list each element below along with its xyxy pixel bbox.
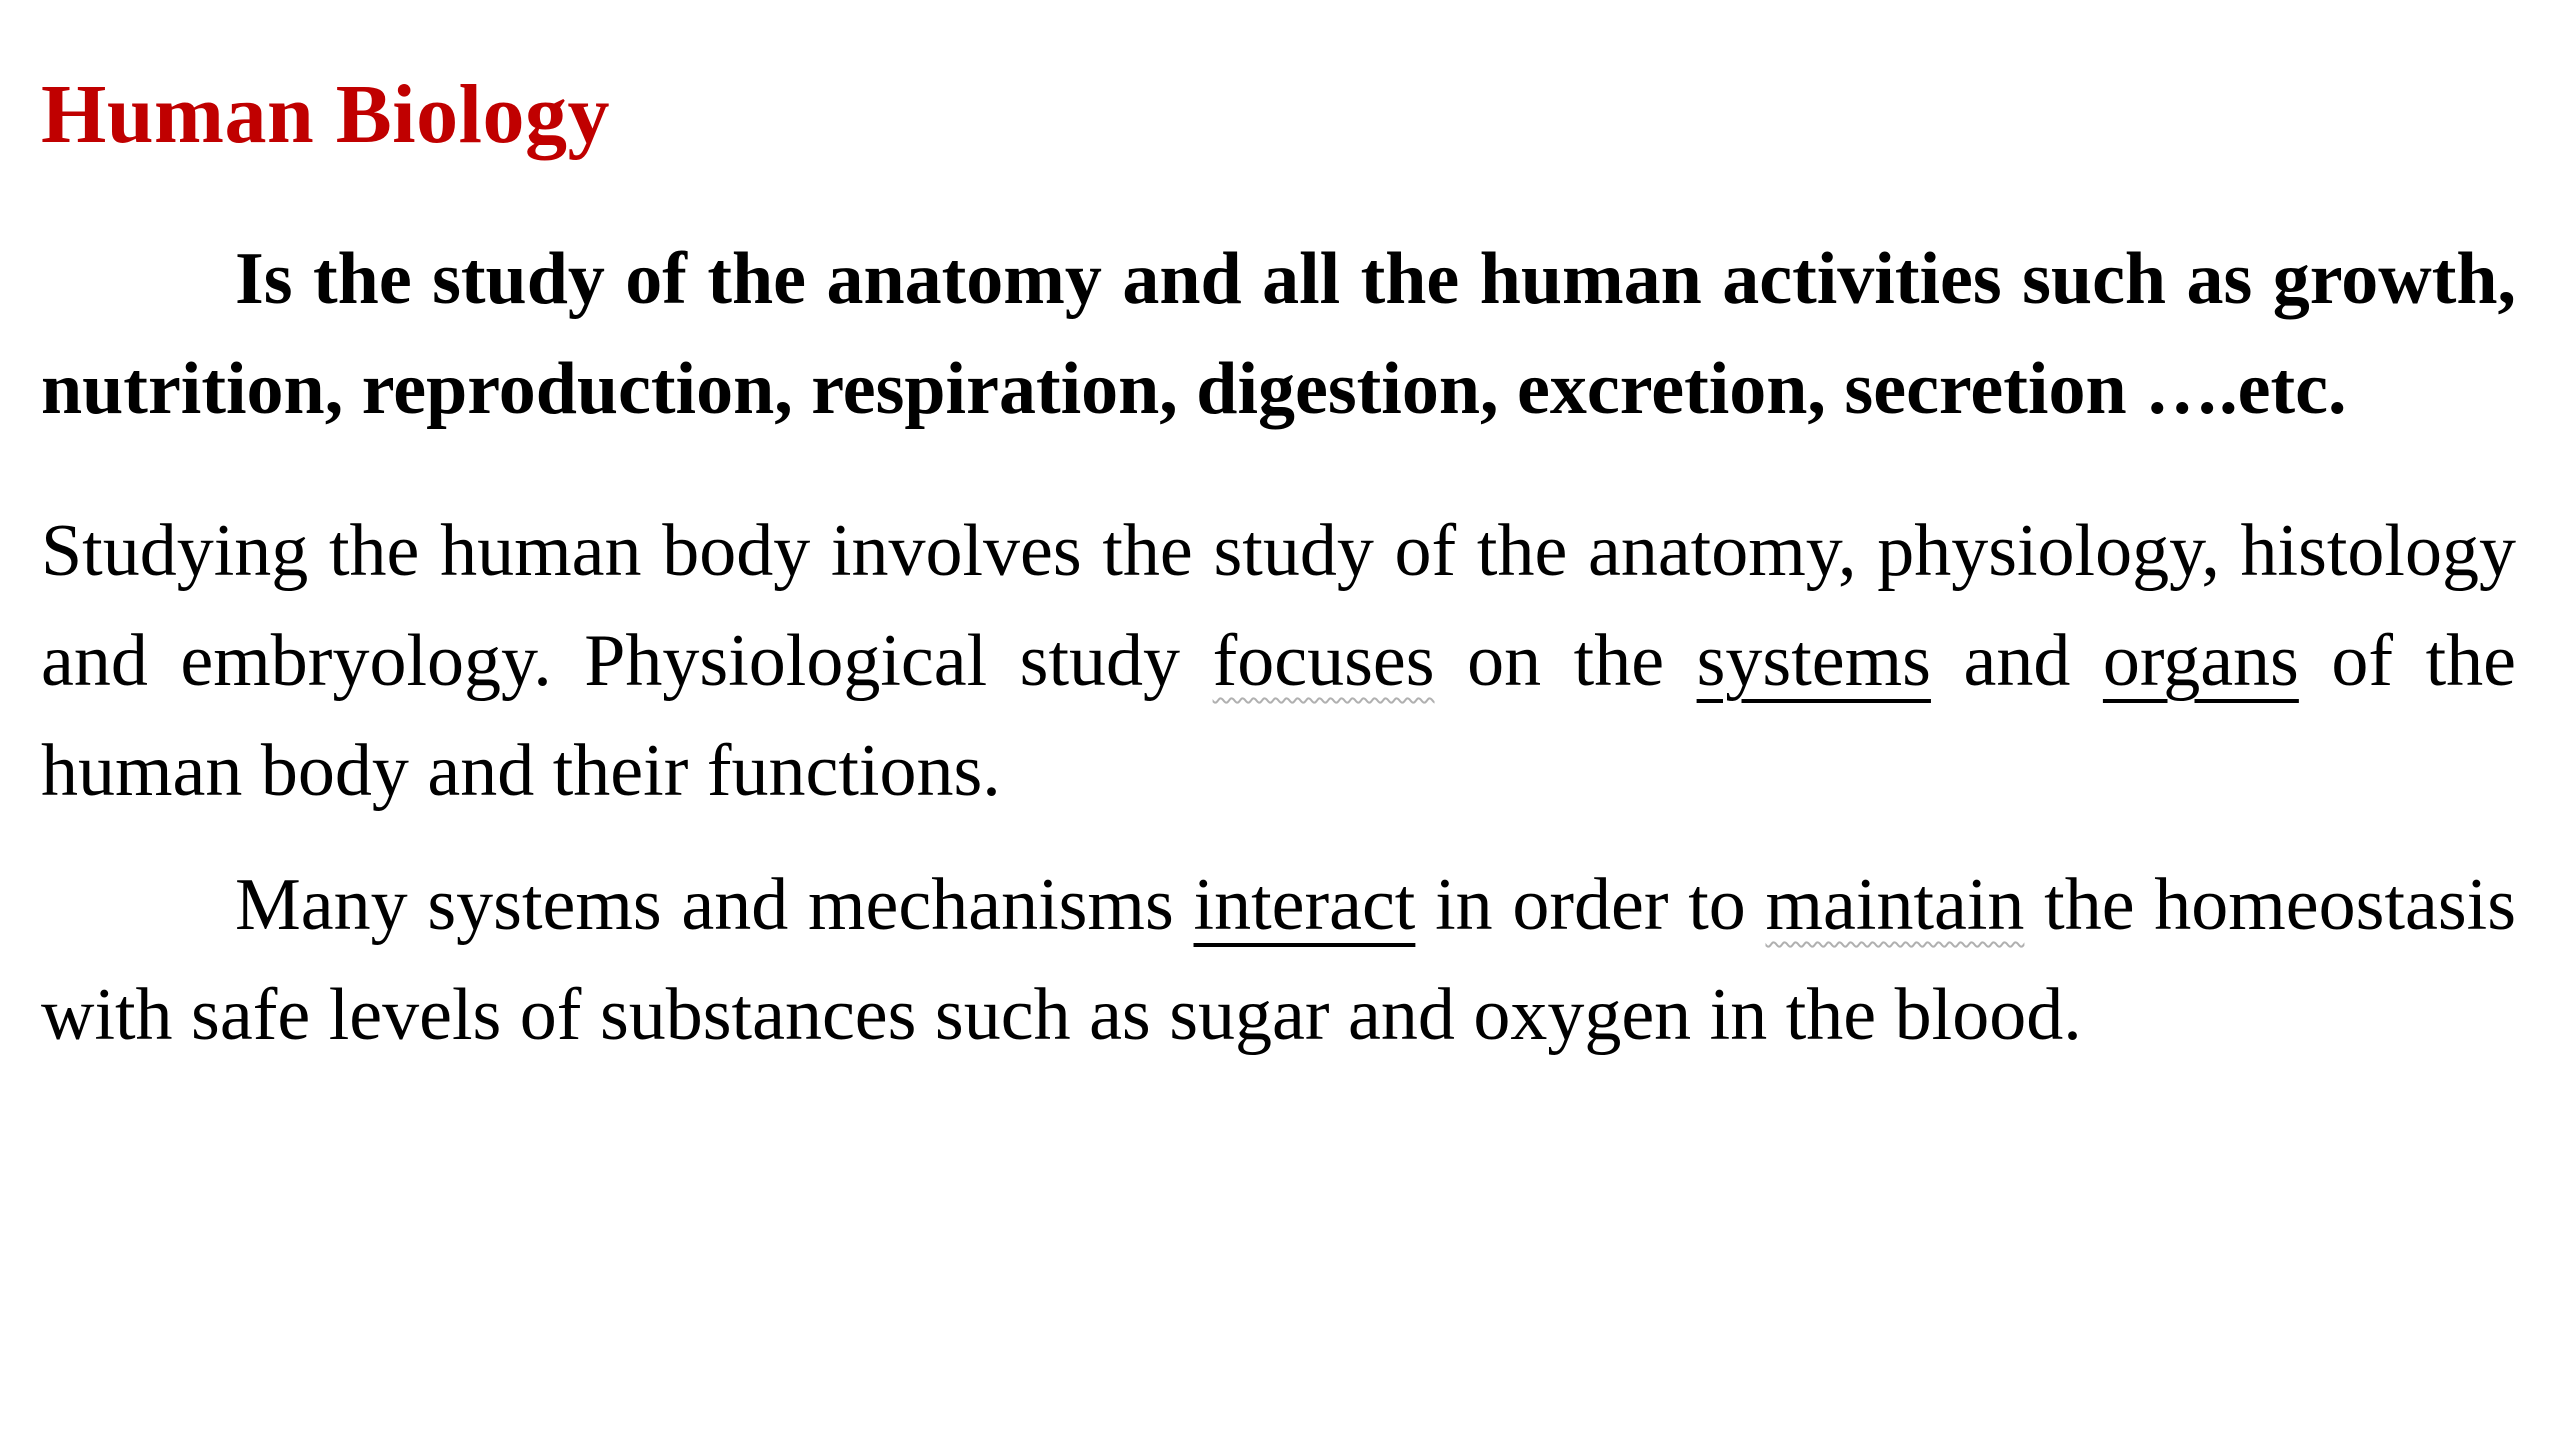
spellcheck-word-maintain: maintain xyxy=(1765,864,2025,946)
paragraph-text: of the human body and their functions. xyxy=(41,620,2517,812)
paragraph-text: and xyxy=(1930,620,2103,702)
underlined-word-interact: interact xyxy=(1193,864,1416,946)
spellcheck-word-focuses: focuses xyxy=(1212,620,1435,702)
paragraph-text: on the xyxy=(1434,620,1697,702)
underlined-word-organs: organs xyxy=(2102,620,2299,702)
paragraph-text: Many systems and mechanisms xyxy=(235,864,1194,946)
anatomy-paragraph xyxy=(41,496,2516,826)
homeostasis-paragraph xyxy=(41,850,2516,1070)
definition-paragraph: Is the study of the anatomy and all the human activities such as growth, nutrition, reproduction, respiration, digestion, excretion, secretion ….etc. xyxy=(41,238,2516,430)
paragraph-text: Studying the human body involves the study of the anatomy, physiology, histology and embryology. Physiological study xyxy=(41,510,2516,702)
paragraph-text: in order to xyxy=(1415,864,1766,946)
page-title: Human Biology xyxy=(41,68,610,161)
underlined-word-systems: systems xyxy=(1696,620,1931,702)
paragraph-text: the homeostasis with safe levels of substances such as sugar and oxygen in the blood. xyxy=(41,864,2517,1056)
